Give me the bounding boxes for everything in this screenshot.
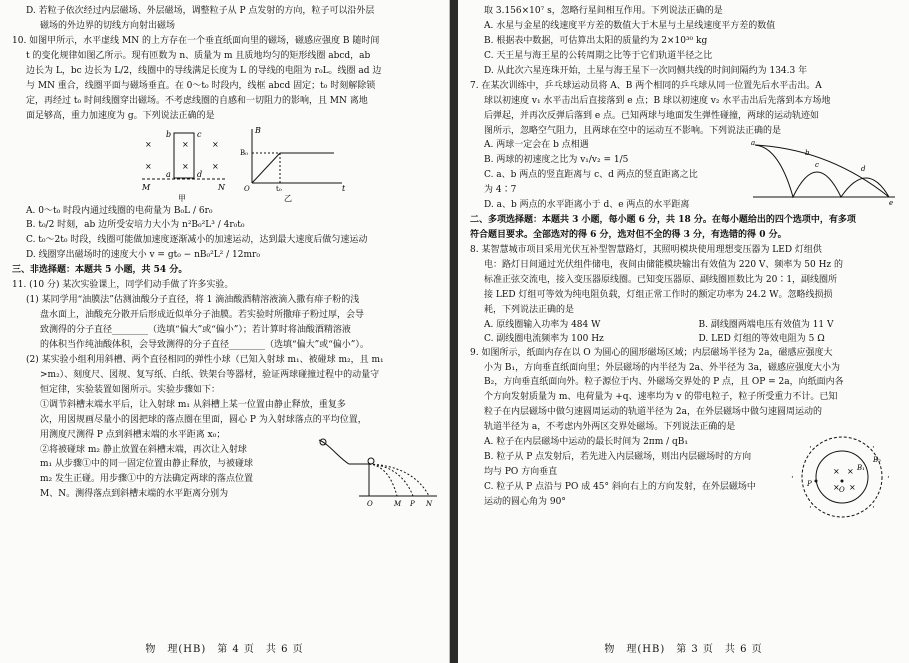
option-line: B. 两球的初速度之比为 v₁/v₂ = 1/5 <box>484 155 629 166</box>
option-line: A. 0～t₀ 时段内通过线圈的电荷量为 B₀L / 6r₀ <box>26 205 213 216</box>
text-line: 致测得的分子直径________（选填“偏大”或“偏小”）；若计算时将油酸酒精溶液 <box>40 325 351 335</box>
text-line: M、N。测得落点到斜槽末端的水平距离分别为 <box>40 489 229 500</box>
x-mark: × <box>182 161 189 171</box>
text-line: D. 从此次六星连珠开始，土星与海王星下一次同侧共线的时间间隔约为 134.3 年 <box>484 65 808 76</box>
text-line: B. 根据表中数据，可估算出太阳的质量约为 2×10³⁰ kg <box>484 35 708 46</box>
label-d: d <box>861 165 866 174</box>
text-line: 用测度尺测得 P 点到斜槽末端的水平距离 x₀； <box>40 429 226 440</box>
slide-chute <box>319 440 369 464</box>
option-line: 运动的圆心角为 90° <box>484 496 566 507</box>
dot-mark: · <box>809 443 812 454</box>
q10-figures <box>12 125 439 205</box>
text-line: 与 MN 重合，线圈平面与磁场垂直。在 0～t₀ 时段内，线框 abcd 固定；t₀ 时刻解除锁 <box>26 80 376 91</box>
x-mark: × <box>212 139 219 149</box>
text-line: (1) 某同学用“油膜法”估测油酸分子直径，将 1 滴油酸酒精溶液滴入撒有痱子粉的浅 <box>26 295 360 306</box>
dot-mark: · <box>872 443 875 454</box>
option-row <box>470 319 899 333</box>
right-page <box>458 0 909 663</box>
x-mark: × <box>212 161 219 171</box>
q9-magnetic-field-figure <box>787 432 897 522</box>
option-line: A. 两球一定会在 b 点相遇 <box>484 140 589 151</box>
section-2-heading-cont: 符合题目要求。全部选对的得 6 分，选对但不全的得 3 分，有选错的得 0 分。 <box>470 230 787 241</box>
trajectory-B <box>755 145 889 197</box>
text-line: m₁ 从步骤①中的同一固定位置由静止释放，与被碰球 <box>40 459 254 470</box>
text-line: 8. 某智慧城市项目采用光伏互补型智慧路灯，其照明模块使用理想变压器为 LED 灯组供 <box>470 245 822 255</box>
section-2-heading: 二、多项选择题：本题共 3 小题，每小题 6 分，共 18 分。在每小题给出的四个选项中，有多项 <box>470 215 856 226</box>
option-line: D. a、b 两点的水平距离小于 d、e 两点的水平距离 <box>484 200 690 211</box>
text-line: A. 水星与金星的线速度平方差的数值大于木星与土星线速度平方差的数值 <box>484 20 776 31</box>
b0-label: B₀ <box>240 148 248 157</box>
label-P: P <box>807 480 812 489</box>
q9-text <box>470 347 899 436</box>
text-line: 个方向发射质量为 m、电荷量为 +q、速率均为 v 的带电粒子，粒子所受重力不计。已知 <box>484 392 838 403</box>
text-line: 边长为 L，bc 边长为 L/2，线圈中的导线满足长度为 L 的导线的电阻为 r₀L。线圈 ad 边 <box>26 65 382 76</box>
x-mark: × <box>833 483 840 493</box>
option-line: D. LED 灯组的等效电阻为 5 Ω <box>698 333 825 344</box>
inner-boundary <box>816 451 868 503</box>
text-line: 的体积当作纯油酸体积，会导致测得的分子直径________（选填“偏大”或“偏小”）。 <box>40 339 369 350</box>
label-N: N <box>218 182 225 192</box>
text-line: B₂，方向垂直纸面向外。粒子源位于内、外磁场交界处的 P 点，且 OP = 2a，向纸面内各 <box>484 377 844 388</box>
text-line: 接 LED 灯组可等效为纯电阻负载，灯组正常工作时的额定功率为 24.2 W。忽略线损损 <box>484 289 833 300</box>
axis-label-t: t <box>342 183 346 193</box>
dot-mark: · <box>809 503 812 514</box>
text-line: D. 若粒子依次经过内层磁场、外层磁场，调整粒子从 P 点发射的方向，粒子可以沿外层 <box>26 6 375 16</box>
option-line: A. 原线圈输入功率为 484 W <box>484 319 601 330</box>
text-line: 球以初速度 v₁ 水平击出后直接落到 e 点；B 球以初速度 v₂ 水平击出后先落到本方场地 <box>484 95 831 106</box>
text-line: 磁场的外边界的切线方向射出磁场 <box>40 20 176 31</box>
text-line: C. 天王星与海王星的公转周期之比等于它们轨道半径之比 <box>484 50 713 61</box>
right-text-blocks <box>470 5 899 138</box>
label-b: b <box>166 129 172 139</box>
caption-jia: 甲 <box>178 193 186 203</box>
q8-options <box>470 319 899 347</box>
q9-options <box>470 436 770 510</box>
text-line: 11. (10 分) 某次实验课上，同学们动手做了许多实验。 <box>12 280 234 291</box>
q10-figure-svg <box>12 125 432 205</box>
text-line: 面足够高，重力加速度为 g。下列说法正确的是 <box>26 110 215 121</box>
text-line: >m₂）、刻度尺、図规、复写纸、白纸、铁架台等器材，验证两球碰撞过程中的动量守 <box>40 369 380 380</box>
label-c: c <box>815 161 819 170</box>
section-3-heading: 三、非选择题：本题共 5 小题，共 54 分。 <box>12 265 188 276</box>
label-N: N <box>426 500 433 509</box>
label-d: d <box>197 169 203 179</box>
text-line: 10. 如图甲所示，水平虚线 MN 的上方存在一个垂直纸面向里的磁场，磁感应强度 B 随时间 <box>12 35 380 46</box>
dot-mark: · <box>887 473 890 484</box>
option-line: C. t₀～2t₀ 时段，线圈可能做加速度逐渐减小的加速运动，达到最大速度后做匀速运动 <box>26 235 368 246</box>
q8-text <box>470 244 899 318</box>
x-mark: × <box>833 467 840 477</box>
left-page-footer: 物 理(HB) 第 4 页 共 6 页 <box>145 643 304 655</box>
ball-m2 <box>368 458 374 464</box>
text-line: ①调节斜槽末端水平后，让入射球 m₁ 从斜槽上某一位置由静止释放，重复多 <box>40 399 346 410</box>
x-mark: × <box>145 161 152 171</box>
option-line: B. t₀/2 时刻，ab 边所受安培力大小为 n²B₀²L³ / 4r₀t₀ <box>26 220 245 231</box>
text-line: 恒定律，实验装置如图所示。实验步骤如下： <box>40 384 221 395</box>
q10-options <box>12 205 439 264</box>
text-line: (2) 某实验小组利用斜槽、两个直径相同的弹性小球（已知入射球 m₁、被碰球 m₂，且 m₁ <box>26 354 384 365</box>
text-line: 7. 在某次训练中，乒乓球运动员将 A、B 两个相同的乒乓球从同一位置先后水平击出。A <box>470 80 822 91</box>
text-line: 定，再经过 t₀ 时间线圈穿出磁场。不考虑线圈的自感和一切阻力的影响，且 MN 离地 <box>26 95 368 106</box>
point-P <box>815 480 818 483</box>
text-line: 盘水面上，油酸充分散开后形成近似单分子油膜。若实验时所撒痱子粉过厚，会导 <box>40 310 365 321</box>
q7-options <box>470 139 740 213</box>
option-line: C. 粒子从 P 点沿与 PO 成 45° 斜向右上的方向发射，在外层磁场中 <box>484 482 756 492</box>
trajectory-N <box>369 464 429 496</box>
label-M: M <box>394 500 402 509</box>
label-a: a <box>751 139 756 148</box>
left-text-blocks <box>12 5 439 124</box>
label-c: c <box>197 129 202 139</box>
point-O <box>841 480 844 483</box>
label-O: O <box>839 486 845 495</box>
label-B2: B₂ <box>873 456 881 465</box>
option-line: A. 粒子在内层磁场中运动的最长时间为 2πm / qB₁ <box>484 437 688 448</box>
label-B1: B₁ <box>857 464 865 473</box>
text-line: 电：路灯日间通过光伏组件储电，夜间由储能模块输出有效值为 220 V、频率为 50 Hz 的 <box>484 259 844 270</box>
option-row <box>470 333 899 347</box>
option-line: 为 4∶7 <box>484 185 517 196</box>
axis-label-B: B <box>255 125 261 135</box>
text-line: 取 3.156×10⁷ s，忽略行星间相互作用。下列说法正确的是 <box>484 6 723 16</box>
text-line: 9. 如图所示，纸面内存在以 O 为圆心的圆形磁场区域；内层磁场半径为 2a，磁感应强度大 <box>470 347 833 358</box>
q11-apparatus-figure <box>309 430 439 508</box>
origin-label: O <box>244 184 250 193</box>
right-page-footer: 物 理(HB) 第 3 页 共 6 页 <box>604 643 763 655</box>
text-line: m₂ 发生正碰。用步骤①中的方法确定两球的落点位置 <box>40 474 254 485</box>
label-e: e <box>889 199 894 208</box>
label-M: M <box>142 182 151 192</box>
option-line: C. 副线圈电流频率为 100 Hz <box>484 333 604 344</box>
trajectory-M <box>369 464 397 496</box>
dot-mark: · <box>872 503 875 514</box>
text-line: 图所示，忽略空气阻力，且两球在空中的运动互不影响。下列说法正确的是 <box>484 125 782 136</box>
x-mark: × <box>847 467 854 477</box>
outer-boundary <box>802 437 882 517</box>
option-line: B. 粒子从 P 点发射后，若先进入内层磁场，则出内层磁场时的方向 <box>484 452 752 463</box>
option-line: C. a、b 两点的竖直距离与 c、d 两点的竖直距离之比 <box>484 170 698 181</box>
page-gutter <box>450 0 458 663</box>
text-line: 后弹起，并再次反弹后落到 e 点。已知两球与地面发生弹性碰撞，两球的运动轨迹如 <box>484 110 820 121</box>
x-mark: × <box>182 139 189 149</box>
option-line: 均与 PO 方向垂直 <box>484 467 558 478</box>
label-O: O <box>367 500 373 509</box>
left-page <box>0 0 450 663</box>
text-line: 轨道半径为 a，不考虑内外两区交界处磁场。下列说法正确的是 <box>484 422 736 433</box>
x-mark: × <box>145 139 152 149</box>
text-line: 粒子在内层磁场中做匀速圆周运动的轨道半径为 2a，在外层磁场中做匀速圆周运动的 <box>484 407 822 418</box>
text-line: 标准正弦交流电，接入变压器原线圈。已知变压器原、副线圈匝数比为 20∶1，副线圈所 <box>484 274 838 285</box>
text-line: t 的变化规律如图乙所示。现有匝数为 n、质量为 m 且质地均匀的矩形线圈 abcd，ab <box>26 50 371 61</box>
trajectory-A <box>755 145 889 197</box>
option-line: D. 线圈穿出磁场时的速度大小 v = gt₀ − nB₀²L² / 12mr₀ <box>26 250 260 261</box>
q7-trajectory-figure <box>749 139 899 209</box>
b-rise-line <box>252 153 280 183</box>
x-mark: × <box>849 483 856 493</box>
label-b: b <box>805 149 810 158</box>
option-line: B. 副线圈两端电压有效值为 11 V <box>698 319 834 330</box>
figure-yi <box>240 126 346 203</box>
caption-yi: 乙 <box>284 193 292 203</box>
label-a: a <box>166 169 171 179</box>
figure-jia <box>141 130 227 203</box>
dot-mark: · <box>791 473 794 484</box>
text-line: 次，用図规画尽量小的図把球的落点圈在里面，圆心 P 为入射球落点的平均位置， <box>40 414 367 425</box>
text-line: 耗，下列说法正确的是 <box>484 304 575 315</box>
text-line: 小为 B₁，方向垂直纸面向里；外层磁场的内半径为 2a、外半径为 3a，磁感应强度大小为 <box>484 362 840 373</box>
label-P: P <box>410 500 415 509</box>
text-line: ②将被碰球 m₂ 静止放置在斜槽末端，再次让入射球 <box>40 444 247 455</box>
t0-label: t₀ <box>276 184 282 193</box>
